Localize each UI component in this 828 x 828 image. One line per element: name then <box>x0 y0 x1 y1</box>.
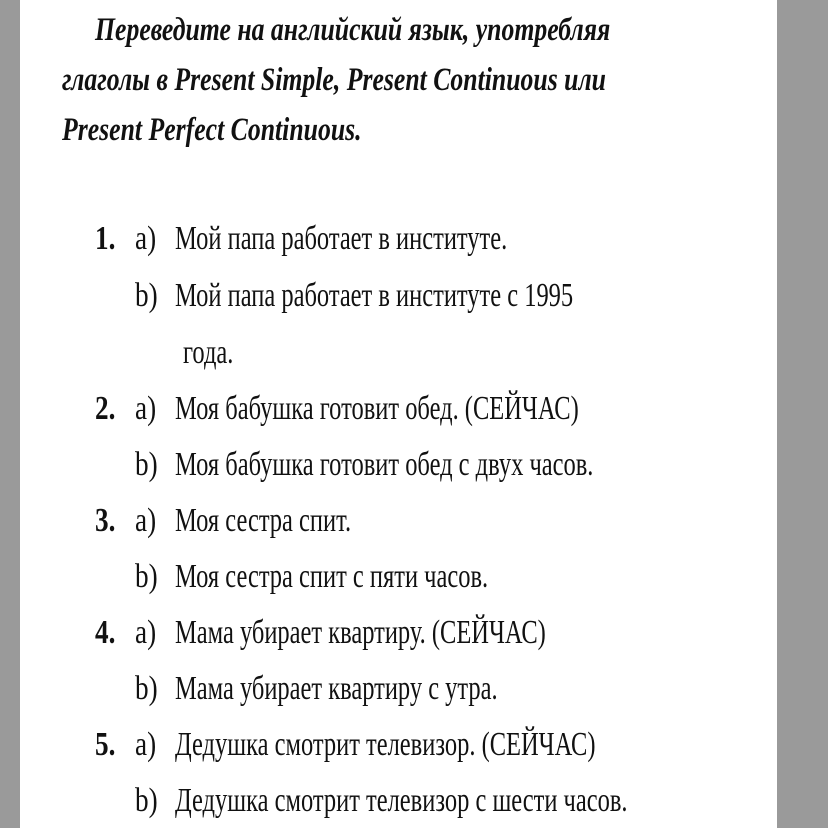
sentence-b: Дедушка смотрит телевизор с шести часов. <box>175 782 628 819</box>
sentence-b: Моя сестра спит с пяти часов. <box>175 558 489 595</box>
item-label-a: a) <box>135 726 157 763</box>
sentence-b: Мой папа работает в институте с 1995 <box>175 277 574 314</box>
item-number: 4. <box>95 614 116 651</box>
item-label-b: b) <box>135 558 158 595</box>
instruction-line-3: Present Perfect Continuous. <box>62 112 362 148</box>
item-number: 3. <box>95 502 116 539</box>
sentence-a: Моя сестра спит. <box>175 502 352 539</box>
sentence-b: Моя бабушка готовит обед с двух часов. <box>175 446 594 483</box>
item-label-a: a) <box>135 502 157 539</box>
sentence-a: Мама убирает квартиру. (СЕЙЧАС) <box>175 614 546 651</box>
item-number: 5. <box>95 726 116 763</box>
document-page <box>20 0 777 828</box>
item-label-b: b) <box>135 277 158 314</box>
item-number: 2. <box>95 390 116 427</box>
instruction-line-2: глаголы в Present Simple, Present Continuous или <box>62 62 607 98</box>
item-label-b: b) <box>135 670 158 707</box>
item-label-a: a) <box>135 390 157 427</box>
item-label-a: a) <box>135 614 157 651</box>
item-label-a: a) <box>135 220 157 257</box>
item-label-b: b) <box>135 782 158 819</box>
sentence-a: Мой папа работает в институте. <box>175 220 508 257</box>
sentence-a: Дедушка смотрит телевизор. (СЕЙЧАС) <box>175 726 596 763</box>
sentence-a: Моя бабушка готовит обед. (СЕЙЧАС) <box>175 390 579 427</box>
item-label-b: b) <box>135 446 158 483</box>
sentence-b: Мама убирает квартиру с утра. <box>175 670 498 707</box>
sentence-b-continuation: года. <box>183 334 234 371</box>
instruction-line-1: Переведите на английский язык, употребляя <box>95 12 611 48</box>
item-number: 1. <box>95 220 116 257</box>
